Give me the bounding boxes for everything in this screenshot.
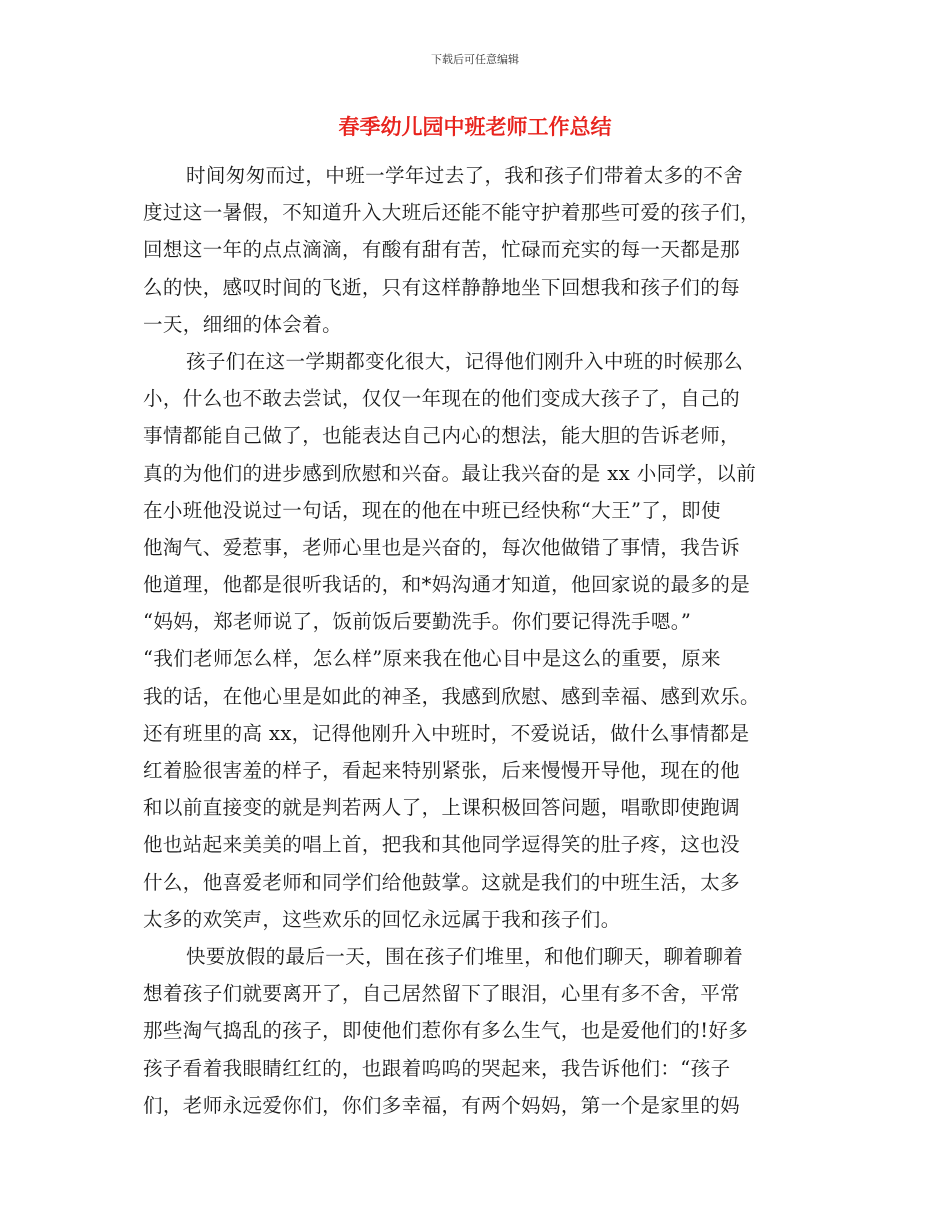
text-line: 一天，细细的体会着。	[143, 312, 343, 336]
text-line: 他道理，他都是很听我话的，和*妈沟通才知道，他回家说的最多的是	[143, 573, 751, 597]
text-line: 想着孩子们就要离开了，自己居然留下了眼泪，心里有多不舍，平常	[143, 982, 741, 1006]
text-line: 快要放假的最后一天，围在孩子们堆里，和他们聊天，聊着聊着	[186, 944, 744, 968]
text-line: 事情都能自己做了，也能表达自己内心的想法，能大胆的告诉老师，	[143, 424, 741, 448]
paragraph-2	[143, 343, 811, 938]
document-body	[143, 157, 811, 1124]
text-line: 什么，他喜爱老师和同学们给他鼓掌。这就是我们的中班生活，太多	[143, 870, 741, 894]
text-line: 度过这一暑假，不知道升入大班后还能不能守护着那些可爱的孩子们，	[143, 201, 760, 225]
text-line: 孩子看着我眼睛红红的，也跟着呜呜的哭起来，我告诉他们：“孩子	[143, 1056, 731, 1080]
document-title: 春季幼儿园中班老师工作总结	[338, 115, 612, 139]
text-line: 那些淘气捣乱的孩子，即使他们惹你有多么生气，也是爱他们的!好多	[143, 1019, 749, 1043]
text-line: 真的为他们的进步感到欣慰和兴奋。最让我兴奋的是 xx 小同学，以前	[143, 461, 757, 485]
text-line: 在小班他没说过一句话，现在的他在中班已经快称“大王”了，即使	[143, 498, 721, 522]
text-line: 么的快，感叹时间的飞逝，只有这样静静地坐下回想我和孩子们的每	[143, 275, 741, 299]
text-line: 太多的欢笑声，这些欢乐的回忆永远属于我和孩子们。	[143, 907, 621, 931]
text-line: 们，老师永远爱你们，你们多幸福，有两个妈妈，第一个是家里的妈	[143, 1093, 741, 1117]
text-line: 还有班里的高 xx，记得他刚升入中班时，不爱说话，做什么事情都是	[143, 721, 750, 745]
text-line: 我的话，在他心里是如此的神圣，我感到欣慰、感到幸福、感到欢乐。	[143, 684, 760, 708]
text-line: 回想这一年的点点滴滴，有酸有甜有苦，忙碌而充实的每一天都是那	[143, 238, 741, 262]
text-line: “妈妈，郑老师说了，饭前饭后要勤洗手。你们要记得洗手嗯。”	[143, 610, 692, 634]
text-line: 时间匆匆而过，中班一学年过去了，我和孩子们带着太多的不舍	[186, 164, 744, 187]
paragraph-3	[143, 938, 811, 1124]
text-line: 小，什么也不敢去尝试，仅仅一年现在的他们变成大孩子了，自己的	[143, 387, 741, 411]
text-line: 他淘气、爱惹事，老师心里也是兴奋的，每次他做错了事情，我告诉	[143, 535, 741, 559]
text-line: 红着脸很害羞的样子，看起来特别紧张，后来慢慢开导他，现在的他	[143, 759, 741, 782]
text-line: 和以前直接变的就是判若两人了，上课积极回答问题，唱歌即使跑调	[143, 796, 741, 820]
page-header-note: 下载后可任意编辑	[431, 53, 519, 66]
paragraph-1	[143, 157, 811, 343]
text-line: 他也站起来美美的唱上首，把我和其他同学逗得笑的肚子疼，这也没	[143, 833, 741, 857]
text-line: “我们老师怎么样，怎么样”原来我在他心目中是这么的重要，原来	[143, 647, 721, 671]
text-line: 孩子们在这一学期都变化很大，记得他们刚升入中班的时候那么	[186, 349, 744, 373]
